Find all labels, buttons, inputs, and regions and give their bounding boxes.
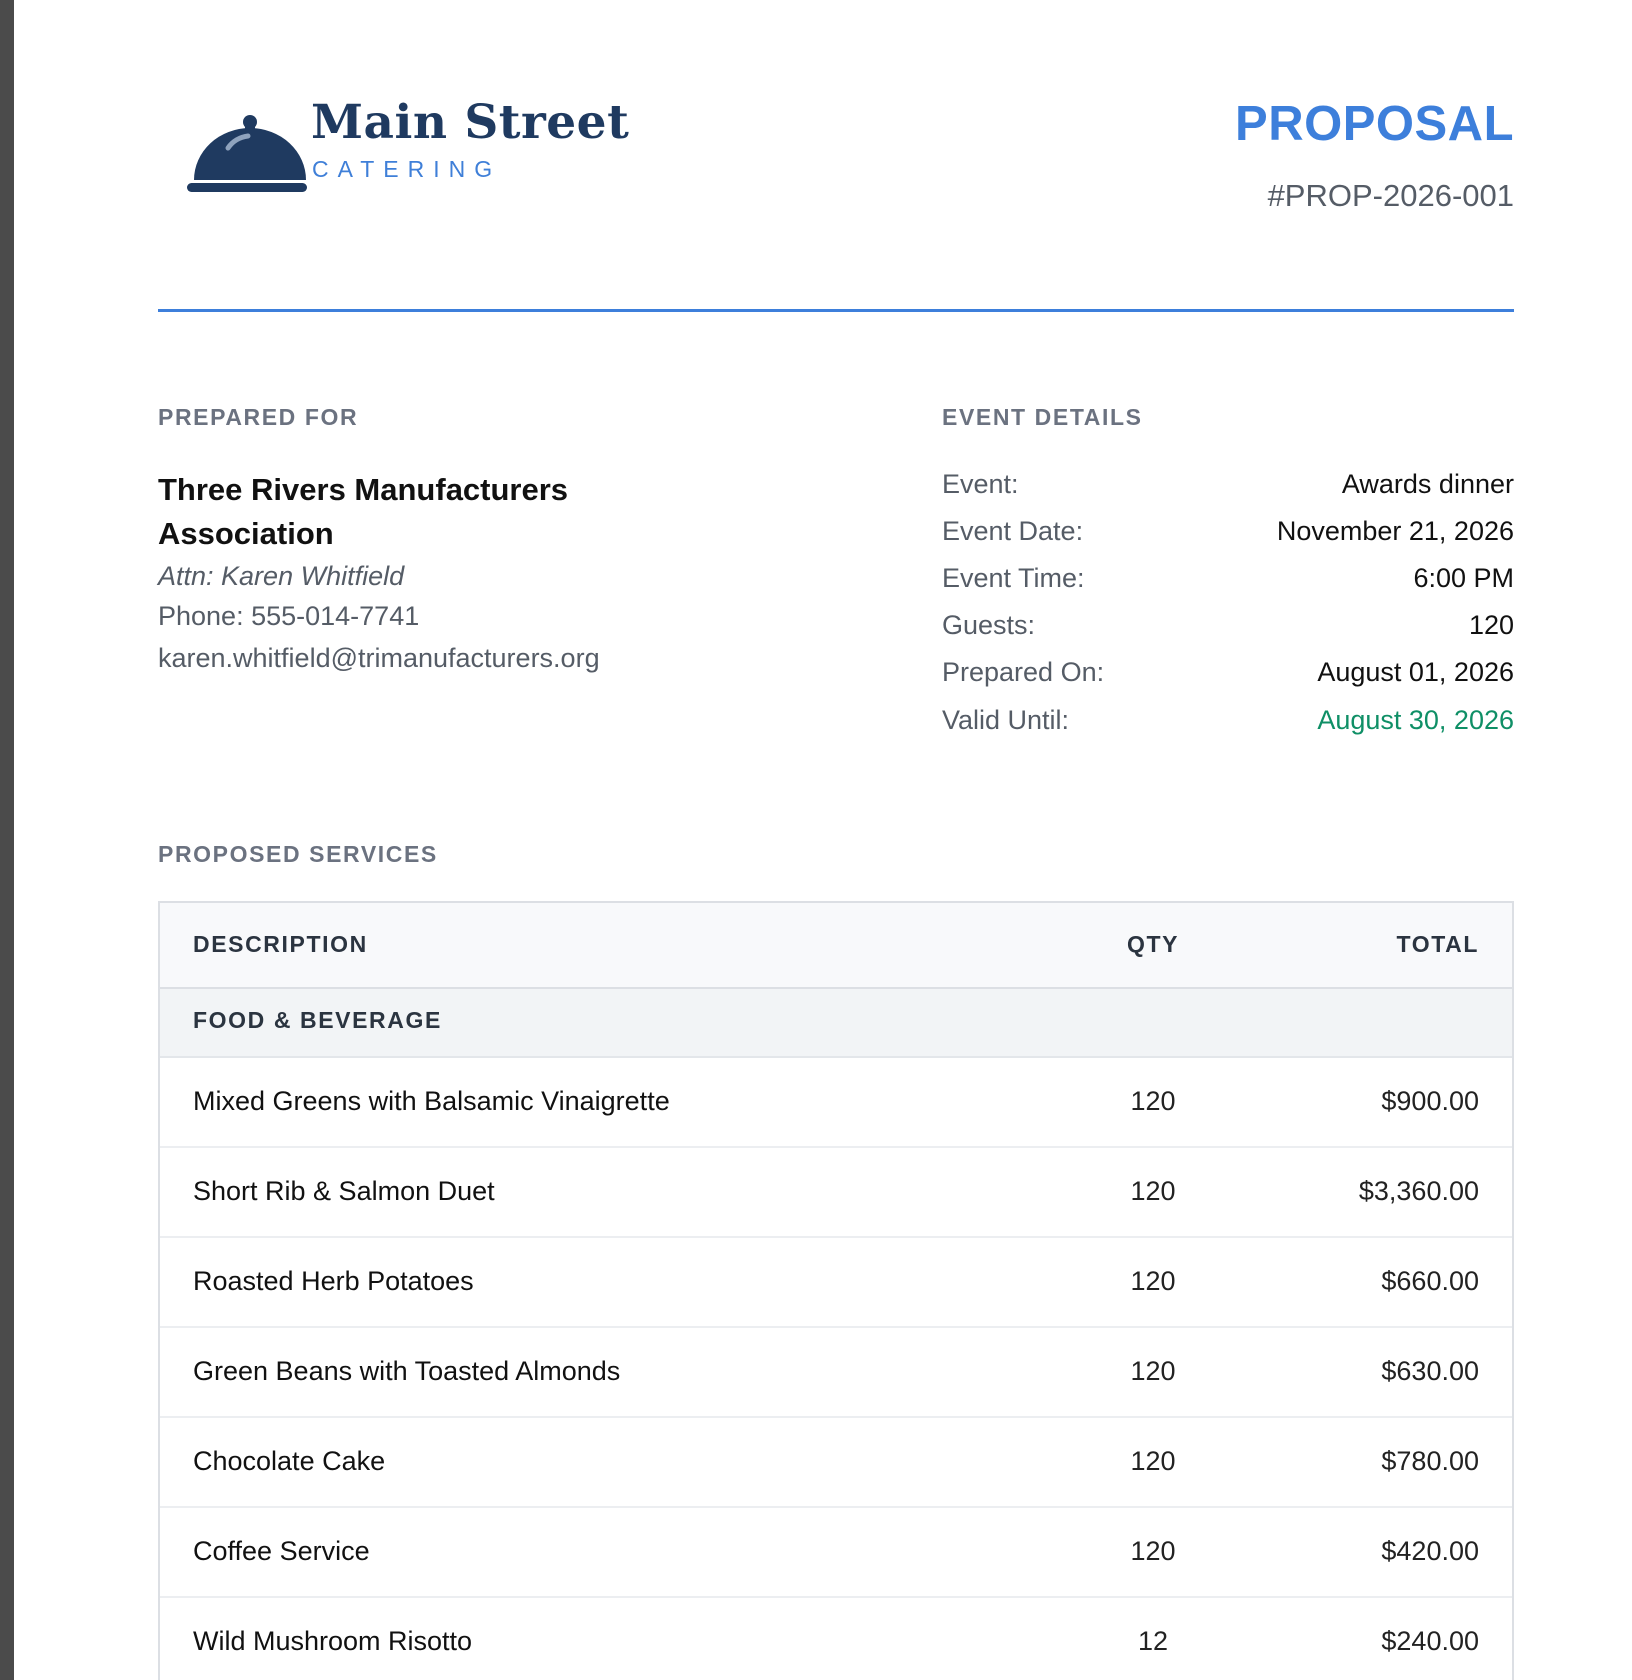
item-description: Coffee Service [193, 1536, 370, 1566]
client-phone: Phone: 555-014-7741 [158, 601, 420, 631]
proposal-number: #PROP-2026-001 [1267, 178, 1514, 213]
table-row [160, 1058, 1512, 1148]
column-header-description: DESCRIPTION [193, 931, 368, 957]
client-email: karen.whitfield@trimanufacturers.org [158, 643, 600, 673]
table-header [160, 903, 1512, 989]
table-row [160, 1148, 1512, 1238]
table-row [160, 1418, 1512, 1508]
table-row [160, 1328, 1512, 1418]
detail-key: Valid Until: [942, 705, 1070, 735]
item-qty: 120 [1130, 1266, 1176, 1296]
category-row [160, 989, 1512, 1058]
event-details-label: EVENT DETAILS [942, 404, 1143, 430]
detail-key: Event Date: [942, 516, 1084, 546]
item-total: $3,360.00 [1358, 1176, 1479, 1206]
table-row [160, 1508, 1512, 1598]
event-detail-row [942, 657, 1514, 697]
item-qty: 120 [1130, 1356, 1176, 1386]
item-qty: 120 [1130, 1086, 1176, 1116]
item-description: Roasted Herb Potatoes [193, 1266, 474, 1296]
event-detail-row [942, 516, 1514, 556]
brand-name: Main Street [311, 95, 630, 150]
item-qty: 120 [1130, 1536, 1176, 1566]
item-description: Wild Mushroom Risotto [193, 1626, 473, 1656]
header-divider [158, 309, 1514, 312]
detail-key: Prepared On: [942, 657, 1105, 687]
detail-key: Guests: [942, 610, 1036, 640]
detail-key: Event Time: [942, 563, 1085, 593]
detail-value: 6:00 PM [1413, 563, 1514, 593]
item-description: Mixed Greens with Balsamic Vinaigrette [193, 1086, 670, 1116]
detail-value: November 21, 2026 [1276, 516, 1514, 546]
document-title: PROPOSAL [1235, 97, 1514, 151]
detail-key: Event: [942, 469, 1019, 499]
item-total: $900.00 [1381, 1086, 1479, 1116]
event-detail-row [942, 610, 1514, 650]
item-total: $660.00 [1381, 1266, 1479, 1296]
item-total: $240.00 [1381, 1626, 1479, 1656]
item-description: Chocolate Cake [193, 1446, 386, 1476]
proposed-services-label: PROPOSED SERVICES [158, 841, 438, 867]
client-company-name: Three Rivers Manufacturers Association [158, 472, 569, 551]
prepared-for-label: PREPARED FOR [158, 404, 359, 430]
detail-value: Awards dinner [1341, 469, 1514, 499]
column-header-qty: QTY [1126, 931, 1180, 957]
brand-subtitle: CATERING [312, 156, 502, 182]
item-qty: 12 [1137, 1626, 1169, 1656]
item-qty: 120 [1130, 1446, 1176, 1476]
detail-value: 120 [1468, 610, 1514, 640]
event-detail-row [942, 469, 1514, 509]
item-description: Short Rib & Salmon Duet [193, 1176, 495, 1206]
item-total: $780.00 [1381, 1446, 1479, 1476]
cloche-icon [174, 110, 314, 200]
detail-value: August 01, 2026 [1317, 657, 1514, 687]
item-description: Green Beans with Toasted Almonds [193, 1356, 621, 1386]
event-detail-row [942, 563, 1514, 603]
item-total: $420.00 [1381, 1536, 1479, 1566]
services-table [158, 901, 1514, 1680]
item-total: $630.00 [1381, 1356, 1479, 1386]
table-row [160, 1238, 1512, 1328]
proposal-page [14, 0, 1632, 1680]
valid-until-value: August 30, 2026 [1317, 705, 1514, 735]
event-detail-row [942, 705, 1514, 745]
client-attn: Attn: Karen Whitfield [158, 561, 405, 591]
category-label: FOOD & BEVERAGE [193, 1007, 442, 1033]
column-header-total: TOTAL [1396, 931, 1479, 957]
table-row [160, 1598, 1512, 1680]
item-qty: 120 [1130, 1176, 1176, 1206]
